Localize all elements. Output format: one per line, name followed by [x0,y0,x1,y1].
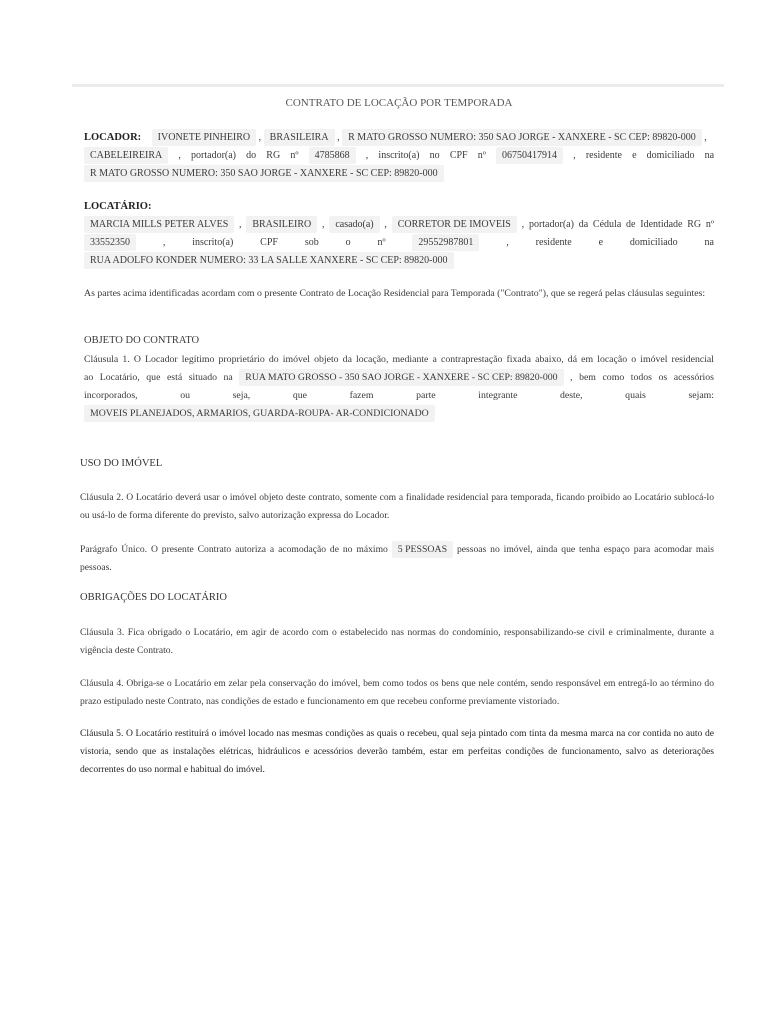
objeto-section [84,332,714,423]
locatario-line-2: 33552350 , inscrito(a) CPF sob o nº 29552987801 , residente e domiciliado na [84,234,714,252]
locador-portador-text: portador(a) do RG nº [191,150,299,161]
locatario-nome-field[interactable]: MARCIA MILLS PETER ALVES [84,216,234,233]
locador-inscrito-text: inscrito(a) no CPF nº [378,150,486,161]
locatario-word: na [704,237,714,248]
locador-line-3 [84,165,714,183]
locatario-word: nº [377,237,386,248]
locatario-label: LOCATÁRIO: [84,201,152,212]
locador-section [84,129,714,183]
paragrafo-unico-text-a: Parágrafo Único. O presente Contrato autoriza a acomodação de no máximo [80,544,388,555]
clausula1-line-4 [84,405,714,423]
clausula1-text-b: , bem como todos os acessórios [570,372,714,383]
clausula1-word: incorporados, [84,390,138,401]
locatario-word: CPF [260,237,278,248]
locador-residente-text: residente e domiciliado na [585,150,715,161]
locatario-profissao-field[interactable]: CORRETOR DE IMOVEIS [392,216,517,233]
clausula1-word: ou [180,390,190,401]
clausula1-word: integrante [478,390,518,401]
clausula1-line-1: Cláusula 1. O Locador legítimo proprietário do imóvel objeto da locação, mediante a contraprestação fixada abaixo, dá em locação o imóvel residencial [84,354,714,365]
locatario-section [84,198,714,270]
partes-paragraph: As partes acima identificadas acordam com o presente Contrato de Locação Residencial para Temporada ("Contrato"), que se regerá pelas cláusulas seguintes: [84,288,706,299]
clausula-5: Cláusula 5. O Locatário restituirá o imóvel locado nas mesmas condições as quais o recebeu, qual seja pintado com tinta da mesma marca na cor contida no auto de vistoria, sendo que as instalações elétricas, hidráulicos e acessórios deverão também, estar em perfeitas condições de funcionamento, salvo as deteriorações decorrentes do uso normal e habitual do imóvel. [80,728,714,775]
locatario-line-3 [84,252,714,270]
clausula1-word: sejam: [688,390,715,401]
locatario-portador-text: portador(a) da Cédula de Identidade RG nº [528,219,715,230]
locatario-estado-civil-field[interactable]: casado(a) [329,216,379,233]
locatario-word: residente [535,237,572,248]
document-title: CONTRATO DE LOCAÇÃO POR TEMPORADA [285,97,513,109]
locador-nacionalidade-field[interactable]: BRASILEIRA [264,129,335,146]
locatario-word: e [598,237,604,248]
locador-rg-field[interactable]: 4785868 [309,147,356,164]
locador-line-1: LOCADOR: IVONETE PINHEIRO , BRASILEIRA , R MATO GROSSO NUMERO: 350 SAO JORGE - XANXERE - SC CEP: 89820-000 , [84,129,714,147]
uso-heading: USO DO IMÓVEL [80,458,163,469]
locador-profissao-field[interactable]: CABELEIREIRA [84,147,168,164]
locador-line-2: CABELEIREIRA , portador(a) do RG nº 4785868 , inscrito(a) no CPF nº 06750417914 , residente e domiciliado na [84,147,714,165]
locador-cpf-field[interactable]: 06750417914 [496,147,563,164]
locatario-rg-field[interactable]: 33552350 [84,234,136,251]
locador-label: LOCADOR: [84,132,142,143]
locador-endereco2-field[interactable]: R MATO GROSSO NUMERO: 350 SAO JORGE - XANXERE - SC CEP: 89820-000 [84,165,444,182]
imovel-endereco-field[interactable]: RUA MATO GROSSO - 350 SAO JORGE - XANXERE - SC CEP: 89820-000 [239,369,563,386]
locador-endereco-field[interactable]: R MATO GROSSO NUMERO: 350 SAO JORGE - XANXERE - SC CEP: 89820-000 [342,129,702,146]
clausula1-word: seja, [232,390,251,401]
clausula1-word: quais [625,390,646,401]
clausula1-word: fazem [349,390,374,401]
locatario-line-1: MARCIA MILLS PETER ALVES , BRASILEIRO , casado(a) , CORRETOR DE IMOVEIS , portador(a) da Cédula de Identidade RG nº [84,216,714,234]
locatario-word: o [345,237,351,248]
clausula-2: Cláusula 2. O Locatário deverá usar o imóvel objeto deste contrato, somente com a finalidade residencial para temporada, ficando proibido ao Locatário sublocá-lo ou usá-lo de forma diferente do previsto, salvo autorização expressa do Locador. [80,492,714,521]
locatario-word: domiciliado [629,237,678,248]
clausula-4: Cláusula 4. Obriga-se o Locatário em zelar pela conservação do imóvel, bem como todos os bens que nele contém, sendo responsável em entregá-lo ao término do prazo estipulado neste Contrato, nas condições de estado e funcionamento em que recebeu conforme previamente vistoriado. [80,678,714,707]
objeto-heading: OBJETO DO CONTRATO [84,335,200,346]
page-top-divider [72,84,724,87]
clausula1-text-a: ao Locatário, que está situado na [84,372,233,383]
locatario-cpf-field[interactable]: 29552987801 [412,234,479,251]
max-pessoas-field[interactable]: 5 PESSOAS [392,541,453,558]
clausula1-line-2 [84,369,714,387]
clausula1-line-3 [84,387,714,405]
locador-nome-field[interactable]: IVONETE PINHEIRO [152,129,257,146]
locatario-nacionalidade-field[interactable]: BRASILEIRO [246,216,317,233]
paragrafo-unico-text-b: pessoas no imóvel, ainda que tenha espaço para acomodar mais pessoas. [80,544,714,573]
acessorios-field[interactable]: MOVEIS PLANEJADOS, ARMARIOS, GUARDA-ROUPA- AR-CONDICIONADO [84,405,435,422]
locatario-word: inscrito(a) [192,237,234,248]
paragrafo-unico [80,541,714,577]
locatario-endereco-field[interactable]: RUA ADOLFO KONDER NUMERO: 33 LA SALLE XANXERE - SC CEP: 89820-000 [84,252,454,269]
clausula-3: Cláusula 3. Fica obrigado o Locatário, em agir de acordo com o estabelecido nas normas do condomínio, responsabilizando-se civil e criminalmente, durante a vigência deste Contrato. [80,627,714,656]
locatario-word: sob [304,237,319,248]
obrigacoes-heading: OBRIGAÇÕES DO LOCATÁRIO [80,592,228,603]
clausula1-word: que [292,390,307,401]
clausula1-word: deste, [560,390,583,401]
clausula1-word: parte [416,390,436,401]
